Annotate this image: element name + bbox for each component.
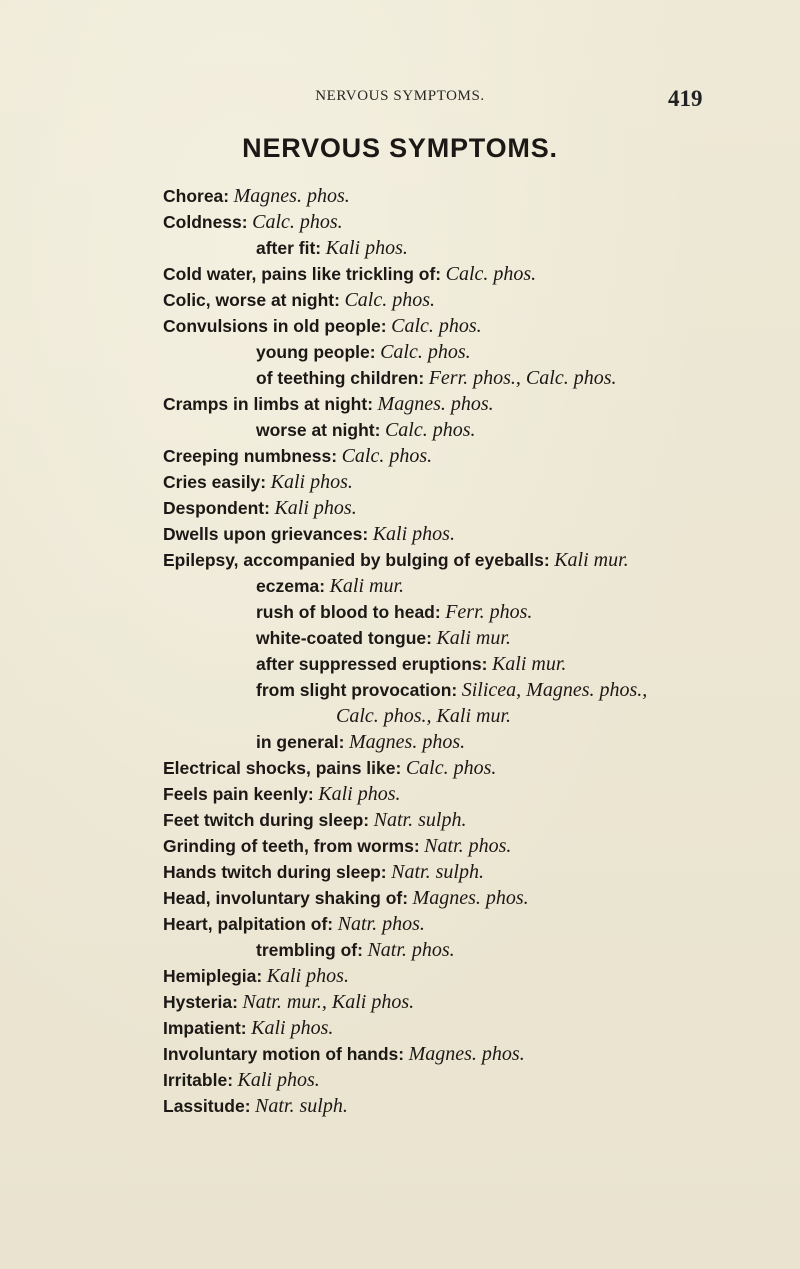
list-item — [163, 885, 529, 911]
symptom-label: Cold water, pains like trickling of: — [163, 264, 442, 284]
remedy-text: Magnes. phos. — [233, 185, 350, 207]
remedy-text: Calc. phos. — [341, 445, 433, 467]
list-item — [163, 521, 455, 547]
list-item — [256, 625, 511, 651]
list-item — [256, 235, 408, 261]
list-item — [163, 911, 425, 937]
list-item — [163, 1015, 333, 1041]
list-item-continuation — [336, 703, 511, 729]
remedy-text: Kali phos. — [325, 237, 408, 259]
remedy-text: Natr. phos. — [424, 835, 512, 857]
remedy-text: Kali phos. — [270, 471, 353, 493]
remedy-text: Ferr. phos. — [445, 601, 533, 623]
symptom-label: after suppressed eruptions: — [256, 654, 488, 674]
list-item — [163, 183, 350, 209]
list-item — [163, 313, 482, 339]
remedy-text: Kali mur. — [436, 627, 511, 649]
list-item — [163, 1041, 525, 1067]
symptom-label: in general: — [256, 732, 345, 752]
remedy-text: Kali phos. — [318, 783, 401, 805]
remedy-text: Calc. phos. — [405, 757, 497, 779]
remedy-text: Kali mur. — [554, 549, 629, 571]
symptom-label: Cramps in limbs at night: — [163, 394, 374, 414]
remedy-text: Magnes. phos. — [377, 393, 494, 415]
page-number: 419 — [668, 86, 703, 111]
remedy-text: Calc. phos. — [391, 315, 482, 337]
list-item — [256, 937, 455, 963]
symptom-label: rush of blood to head: — [256, 602, 441, 622]
symptom-label: Despondent: — [163, 498, 270, 518]
symptom-label: from slight provocation: — [256, 680, 458, 700]
remedy-text: Magnes. phos. — [412, 887, 529, 909]
symptom-label: Feels pain keenly: — [163, 784, 314, 804]
list-item — [163, 1067, 320, 1093]
symptom-label: Convulsions in old people: — [163, 316, 387, 336]
remedy-text: Calc. phos. — [252, 211, 343, 233]
symptom-label: Colic, worse at night: — [163, 290, 340, 310]
list-item — [163, 963, 349, 989]
list-item — [256, 417, 476, 443]
symptom-label: eczema: — [256, 576, 326, 596]
remedy-text: Magnes. phos. — [349, 731, 466, 753]
symptom-label: Involuntary motion of hands: — [163, 1044, 405, 1064]
remedy-text: Natr. sulph. — [373, 809, 467, 831]
list-item — [163, 989, 414, 1015]
remedy-text: Calc. phos. — [445, 263, 537, 285]
symptom-label: Dwells upon grievances: — [163, 524, 369, 544]
list-item — [256, 677, 647, 703]
symptom-label: Impatient: — [163, 1018, 247, 1038]
remedy-text: Natr. mur., Kali phos. — [242, 991, 415, 1013]
remedy-text: Natr. sulph. — [391, 861, 484, 883]
symptom-label: young people: — [256, 342, 376, 362]
list-item — [163, 469, 353, 495]
symptom-label: Electrical shocks, pains like: — [163, 758, 402, 778]
remedy-text: Magnes. phos. — [408, 1043, 525, 1065]
list-item — [256, 573, 404, 599]
list-item — [163, 443, 432, 469]
remedy-text: Ferr. phos., Calc. phos. — [428, 367, 617, 389]
list-item — [163, 833, 511, 859]
list-item — [256, 729, 465, 755]
symptom-label: Grinding of teeth, from worms: — [163, 836, 420, 856]
list-item — [163, 807, 466, 833]
list-item — [163, 495, 357, 521]
running-head: NERVOUS SYMPTOMS. — [315, 88, 485, 104]
symptom-label: Coldness: — [163, 212, 248, 232]
symptom-label: Hemiplegia: — [163, 966, 263, 986]
symptom-label: Head, involuntary shaking of: — [163, 888, 409, 908]
list-item — [163, 287, 435, 313]
remedy-text: Calc. phos. — [380, 341, 471, 363]
remedy-text: Kali phos. — [266, 965, 349, 987]
remedy-text: Kali phos. — [274, 497, 357, 519]
list-item — [163, 859, 484, 885]
list-item — [163, 755, 496, 781]
remedy-text: Kali phos. — [251, 1017, 334, 1039]
remedy-text: Calc. phos. — [344, 289, 436, 311]
list-item — [256, 599, 532, 625]
list-item — [163, 781, 401, 807]
remedy-text: Natr. sulph. — [255, 1095, 348, 1117]
symptom-label: Heart, palpitation of: — [163, 914, 334, 934]
remedy-text: Kali mur. — [329, 575, 405, 597]
list-item — [163, 1093, 348, 1119]
symptom-label: Feet twitch during sleep: — [163, 810, 370, 830]
symptom-label: of teething children: — [256, 368, 425, 388]
remedy-text: Natr. phos. — [367, 939, 455, 961]
symptom-label: worse at night: — [256, 420, 381, 440]
remedy-text: Kali mur. — [491, 653, 567, 675]
list-item — [163, 391, 494, 417]
symptom-label: Irritable: — [163, 1070, 234, 1090]
list-item — [163, 261, 536, 287]
list-item — [163, 547, 629, 573]
remedy-text: Calc. phos., Kali mur. — [336, 705, 512, 727]
remedy-text: Silicea, Magnes. phos., — [461, 679, 648, 701]
symptom-label: trembling of: — [256, 940, 363, 960]
symptom-label: Hands twitch during sleep: — [163, 862, 387, 882]
page-title: NERVOUS SYMPTOMS. — [242, 133, 558, 163]
symptom-label: Cries easily: — [163, 472, 267, 492]
list-item — [163, 209, 343, 235]
remedy-text: Kali phos. — [237, 1069, 320, 1091]
symptom-label: Epilepsy, accompanied by bulging of eyeballs: — [163, 550, 550, 570]
symptom-label: Chorea: — [163, 186, 230, 206]
symptom-label: white-coated tongue: — [256, 628, 432, 648]
symptom-label: after fit: — [256, 238, 322, 258]
symptom-label: Lassitude: — [163, 1096, 251, 1116]
list-item — [256, 365, 617, 391]
remedy-text: Kali phos. — [372, 523, 455, 545]
symptom-label: Hysteria: — [163, 992, 238, 1012]
symptom-label: Creeping numbness: — [163, 446, 338, 466]
list-item — [256, 651, 566, 677]
remedy-text: Natr. phos. — [337, 913, 425, 935]
list-item — [256, 339, 471, 365]
remedy-text: Calc. phos. — [384, 419, 476, 441]
